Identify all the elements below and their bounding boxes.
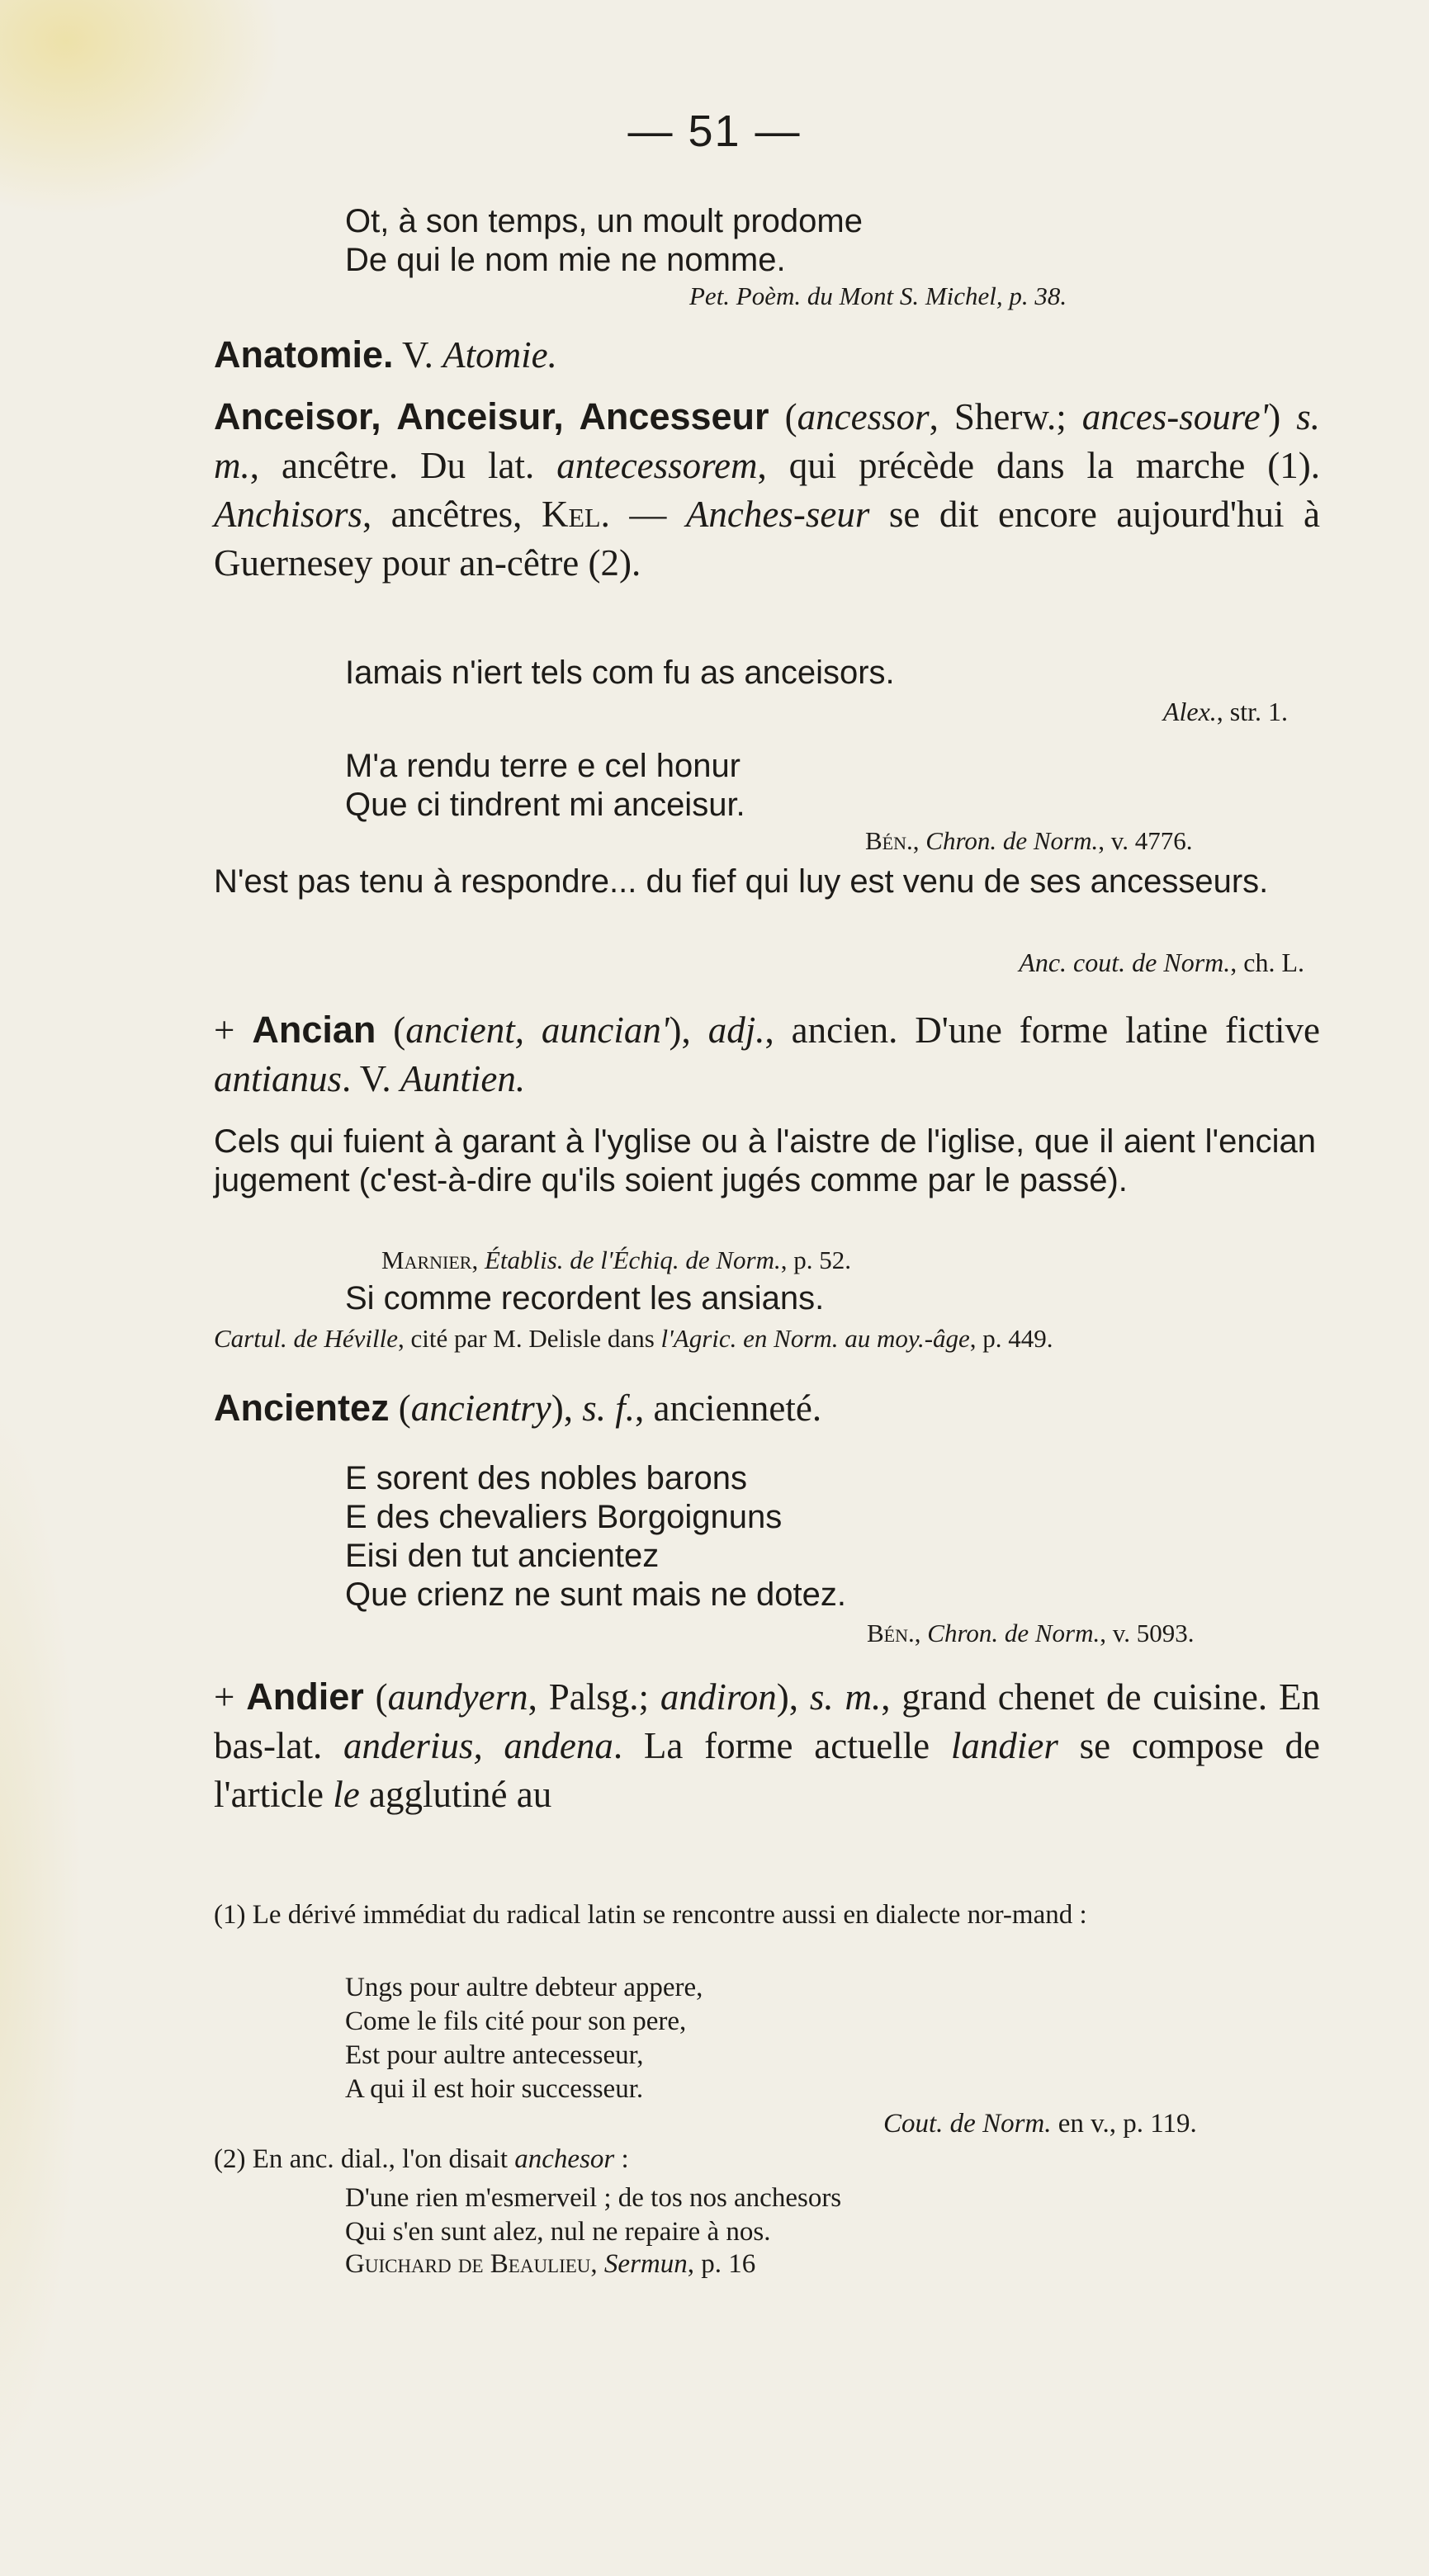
- plus-mark: +: [214, 1009, 235, 1051]
- entry-anceisor: Anceisor, Anceisur, Ancesseur (ancessor, Sherw.; ances-soure') s. m., ancêtre. Du lat. antecessorem, qui précède dans la marche (1). Anchisors, ancêtres, Kel. — Anches-seur se dit encore aujourd'hui à Guernesey pour an-cêtre (2).: [214, 395, 1320, 584]
- headword: Anceisor, Anceisur, Ancesseur: [214, 395, 769, 437]
- headword: Ancientez: [214, 1387, 390, 1429]
- headword: Ancian: [252, 1009, 376, 1051]
- ancian-quote-1-source: Marnier, Établis. de l'Échiq. de Norm., p. 52.: [381, 1245, 851, 1274]
- verse-line: Ot, à son temps, un moult prodome: [345, 203, 863, 239]
- verse-line: De qui le nom mie ne nomme.: [345, 242, 786, 278]
- footnote-2-source: Guichard de Beaulieu, Sermun, p. 16: [345, 2249, 756, 2279]
- footnote-1-source: Cout. de Norm. en v., p. 119.: [883, 2109, 1197, 2139]
- entry-ancientez: Ancientez (ancientry), s. f., ancienneté.: [214, 1387, 822, 1429]
- page-number: — 51 —: [627, 106, 802, 156]
- entry-ancian: + Ancian (ancient, auncian'), adj., ancien. D'une forme latine fictive antianus. V. Auntien.: [214, 1009, 1320, 1099]
- verse-line: E des chevaliers Borgoignuns: [345, 1499, 783, 1535]
- verse-line: M'a rendu terre e cel honur: [345, 748, 741, 784]
- paper-stain-left-edge: [0, 1403, 83, 2476]
- cross-reference: Atomie.: [442, 334, 557, 376]
- anceisor-quote-2-source: Bén., Chron. de Norm., v. 4776.: [865, 826, 1193, 855]
- footnote-2-intro: (2) En anc. dial., l'on disait anchesor :: [214, 2144, 629, 2174]
- verse-line: Que crienz ne sunt mais ne dotez.: [345, 1576, 846, 1613]
- verse-line: Que ci tindrent mi anceisur.: [345, 787, 745, 823]
- entry-anatomie: Anatomie. V. Atomie.: [214, 333, 557, 376]
- verse-line: D'une rien m'esmerveil ; de tos nos anchesors: [345, 2183, 842, 2213]
- verse-line: Come le fils cité pour son pere,: [345, 2006, 687, 2036]
- top-quote: [345, 202, 1171, 280]
- verse-line: Est pour aultre antecesseur,: [345, 2040, 644, 2070]
- ancientez-quote: [345, 1459, 1253, 1614]
- top-quote-source: Pet. Poèm. du Mont S. Michel, p. 38.: [689, 281, 1067, 310]
- verse-line: Qui s'en sunt alez, nul ne repaire à nos.: [345, 2217, 771, 2247]
- verse-line: Ungs pour aultre debteur appere,: [345, 1973, 703, 2002]
- entry-andier: + Andier (aundyern, Palsg.; andiron), s. m., grand chenet de cuisine. En bas-lat. anderius, andena. La forme actuelle landier se compose de l'article le agglutiné au: [214, 1676, 1321, 1815]
- anceisor-quote-1-source: Alex., str. 1.: [1162, 697, 1288, 726]
- ancian-quote-1: Cels qui fuient à garant à l'yglise ou à l'aistre de l'iglise, que il aient l'encian jugement (c'est-à-dire qu'ils soient jugés comme par le passé).: [214, 1123, 1316, 1198]
- verse-line: Iamais n'iert tels com fu as anceisors.: [345, 655, 895, 691]
- plus-mark: +: [214, 1676, 235, 1718]
- anceisor-quote-3: N'est pas tenu à respondre... du fief qui luy est venu de ses ancesseurs.: [214, 863, 1269, 900]
- headword: Andier: [246, 1676, 364, 1718]
- verse-line: E sorent des nobles barons: [345, 1460, 747, 1496]
- ancian-quote-2-source: Cartul. de Héville, cité par M. Delisle dans l'Agric. en Norm. au moy.-âge, p. 449.: [214, 1324, 1053, 1353]
- anceisor-quote-2: [345, 747, 1253, 825]
- anceisor-quote-3-source: Anc. cout. de Norm., ch. L.: [1019, 948, 1304, 977]
- anceisor-quote-1: [345, 654, 1253, 692]
- footnote-2-verse: [345, 2181, 1294, 2249]
- footnote-1-verse: [345, 1971, 1253, 2106]
- verse-line: A qui il est hoir successeur.: [345, 2074, 644, 2104]
- footnote-1-intro: (1) Le dérivé immédiat du radical latin se rencontre aussi en dialecte nor-mand :: [214, 1900, 1087, 1930]
- ancian-quote-2: [345, 1279, 1253, 1318]
- headword: Anatomie.: [214, 333, 394, 376]
- ancientez-quote-source: Bén., Chron. de Norm., v. 5093.: [867, 1619, 1195, 1647]
- verse-line: Si comme recordent les ansians.: [345, 1280, 825, 1316]
- verse-line: Eisi den tut ancientez: [345, 1538, 660, 1574]
